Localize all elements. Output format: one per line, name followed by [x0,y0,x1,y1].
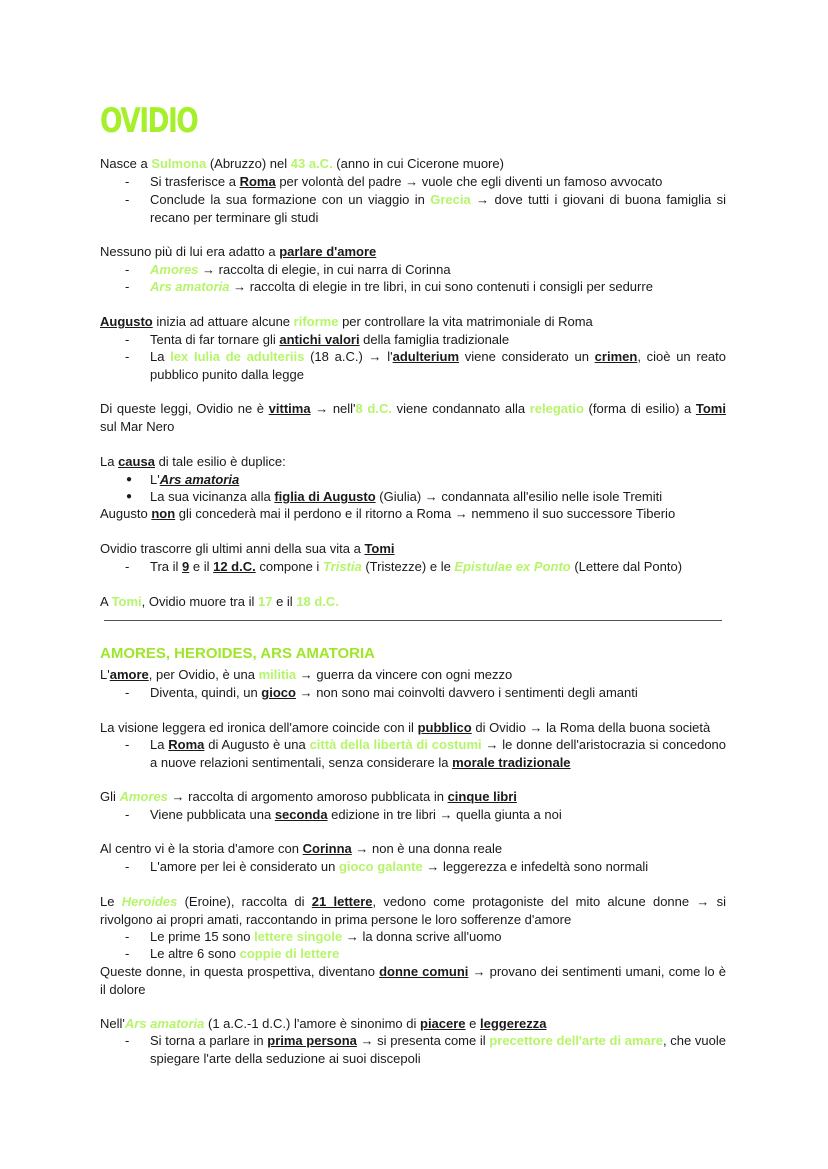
dash-bullet: - [125,192,130,207]
list-item: La Roma di Augusto è una città della libertà di costumi → le donne dell'aristocrazia si concedono a nuove relazioni sentimentali, senza considerare la morale tradizionale [150,737,727,770]
dash-bullet: - [125,559,130,574]
paragraph-augusto: Augusto inizia ad attuare alcune riforme per controllare la vita matrimoniale di Roma [100,314,593,329]
paragraph-heroides: Le Heroides (Eroine), raccolta di 21 lettere, vedono come protagoniste del mito alcune donne → si rivolgono ai propri amati, raccontando in prima persone le loro sofferenze d'amore [100,894,726,927]
paragraph-last-years: Ovidio trascorre gli ultimi anni della sua vita a Tomi [100,541,395,556]
divider [104,620,722,621]
dot-bullet: ● [126,474,133,485]
paragraph-love: Nessuno più di lui era adatto a parlare d'amore [100,244,377,259]
dash-bullet: - [125,807,130,822]
dash-bullet: - [125,332,130,347]
list-item: Diventa, quindi, un gioco → non sono mai coinvolti davvero i sentimenti degli amanti [150,685,638,700]
dash-bullet: - [125,349,130,364]
list-item: Amores → raccolta di elegie, in cui narra di Corinna [150,262,451,277]
list-item: Le altre 6 sono coppie di lettere [150,946,340,961]
list-item: Le prime 15 sono lettere singole → la donna scrive all'uomo [150,929,502,944]
paragraph-cause: La causa di tale esilio è duplice: [100,454,286,469]
list-item: Viene pubblicata una seconda edizione in tre libri → quella giunta a noi [150,807,562,822]
list-item: L'Ars amatoria [150,472,240,487]
paragraph-militia: L'amore, per Ovidio, è una militia → guerra da vincere con ogni mezzo [100,667,513,682]
dot-bullet: ● [126,491,133,502]
list-item: Tenta di far tornare gli antichi valori della famiglia tradizionale [150,332,510,347]
list-item: Conclude la sua formazione con un viaggio in Grecia → dove tutti i giovani di buona famiglia si recano per terminare gli studi [150,192,727,225]
paragraph-death: A Tomi, Ovidio muore tra il 17 e il 18 d.C. [100,594,339,609]
dash-bullet: - [125,946,130,961]
paragraph-ars: Nell'Ars amatoria (1 a.C.-1 d.C.) l'amore è sinonimo di piacere e leggerezza [100,1016,547,1031]
dash-bullet: - [125,1033,130,1048]
paragraph-birth: Nasce a Sulmona (Abruzzo) nel 43 a.C. (anno in cui Cicerone muore) [100,156,504,171]
list-item: L'amore per lei è considerato un gioco galante → leggerezza e infedeltà sono normali [150,859,649,874]
dash-bullet: - [125,174,130,189]
list-item: Si torna a parlare in prima persona → si presenta come il precettore dell'arte di amare, che vuole spiegare l'arte della seduzione ai suoi discepoli [150,1033,726,1066]
dash-bullet: - [125,859,130,874]
paragraph-amores: Gli Amores → raccolta di argomento amoroso pubblicata in cinque libri [100,789,517,804]
list-item: Si trasferisce a Roma per volontà del padre → vuole che egli diventi un famoso avvocato [150,174,663,189]
dash-bullet: - [125,737,130,752]
list-item: La sua vicinanza alla figlia di Augusto (Giulia) → condannata all'esilio nelle isole Tremiti [150,489,663,504]
list-item: Tra il 9 e il 12 d.C. compone i Tristia (Tristezze) e le Epistulae ex Ponto (Lettere dal Ponto) [150,559,683,574]
list-item: Ars amatoria → raccolta di elegie in tre libri, in cui sono contenuti i consigli per sedurre [150,279,653,294]
paragraph-corinna: Al centro vi è la storia d'amore con Corinna → non è una donna reale [100,841,503,856]
paragraph-exile: Di queste leggi, Ovidio ne è vittima → nell'8 d.C. viene condannato alla relegatio (forma di esilio) a Tomi sul Mar Nero [100,401,726,434]
paragraph-pardon: Augusto non gli concederà mai il perdono e il ritorno a Roma → nemmeno il suo successore Tiberio [100,506,676,521]
dash-bullet: - [125,279,130,294]
dash-bullet: - [125,929,130,944]
paragraph-vision: La visione leggera ed ironica dell'amore coincide con il pubblico di Ovidio → la Roma della buona società [100,720,711,735]
section-heading: AMORES, HEROIDES, ARS AMATORIA [100,645,376,662]
dash-bullet: - [125,262,130,277]
paragraph-common-women: Queste donne, in questa prospettiva, diventano donne comuni → provano dei sentimenti umani, come lo è il dolore [100,964,726,997]
dash-bullet: - [125,685,130,700]
page-title: OVIDIO [100,101,198,141]
list-item: La lex Iulia de adulteriis (18 a.C.) → l'adulterium viene considerato un crimen, cioè un reato pubblico punito dalla legge [150,349,727,382]
